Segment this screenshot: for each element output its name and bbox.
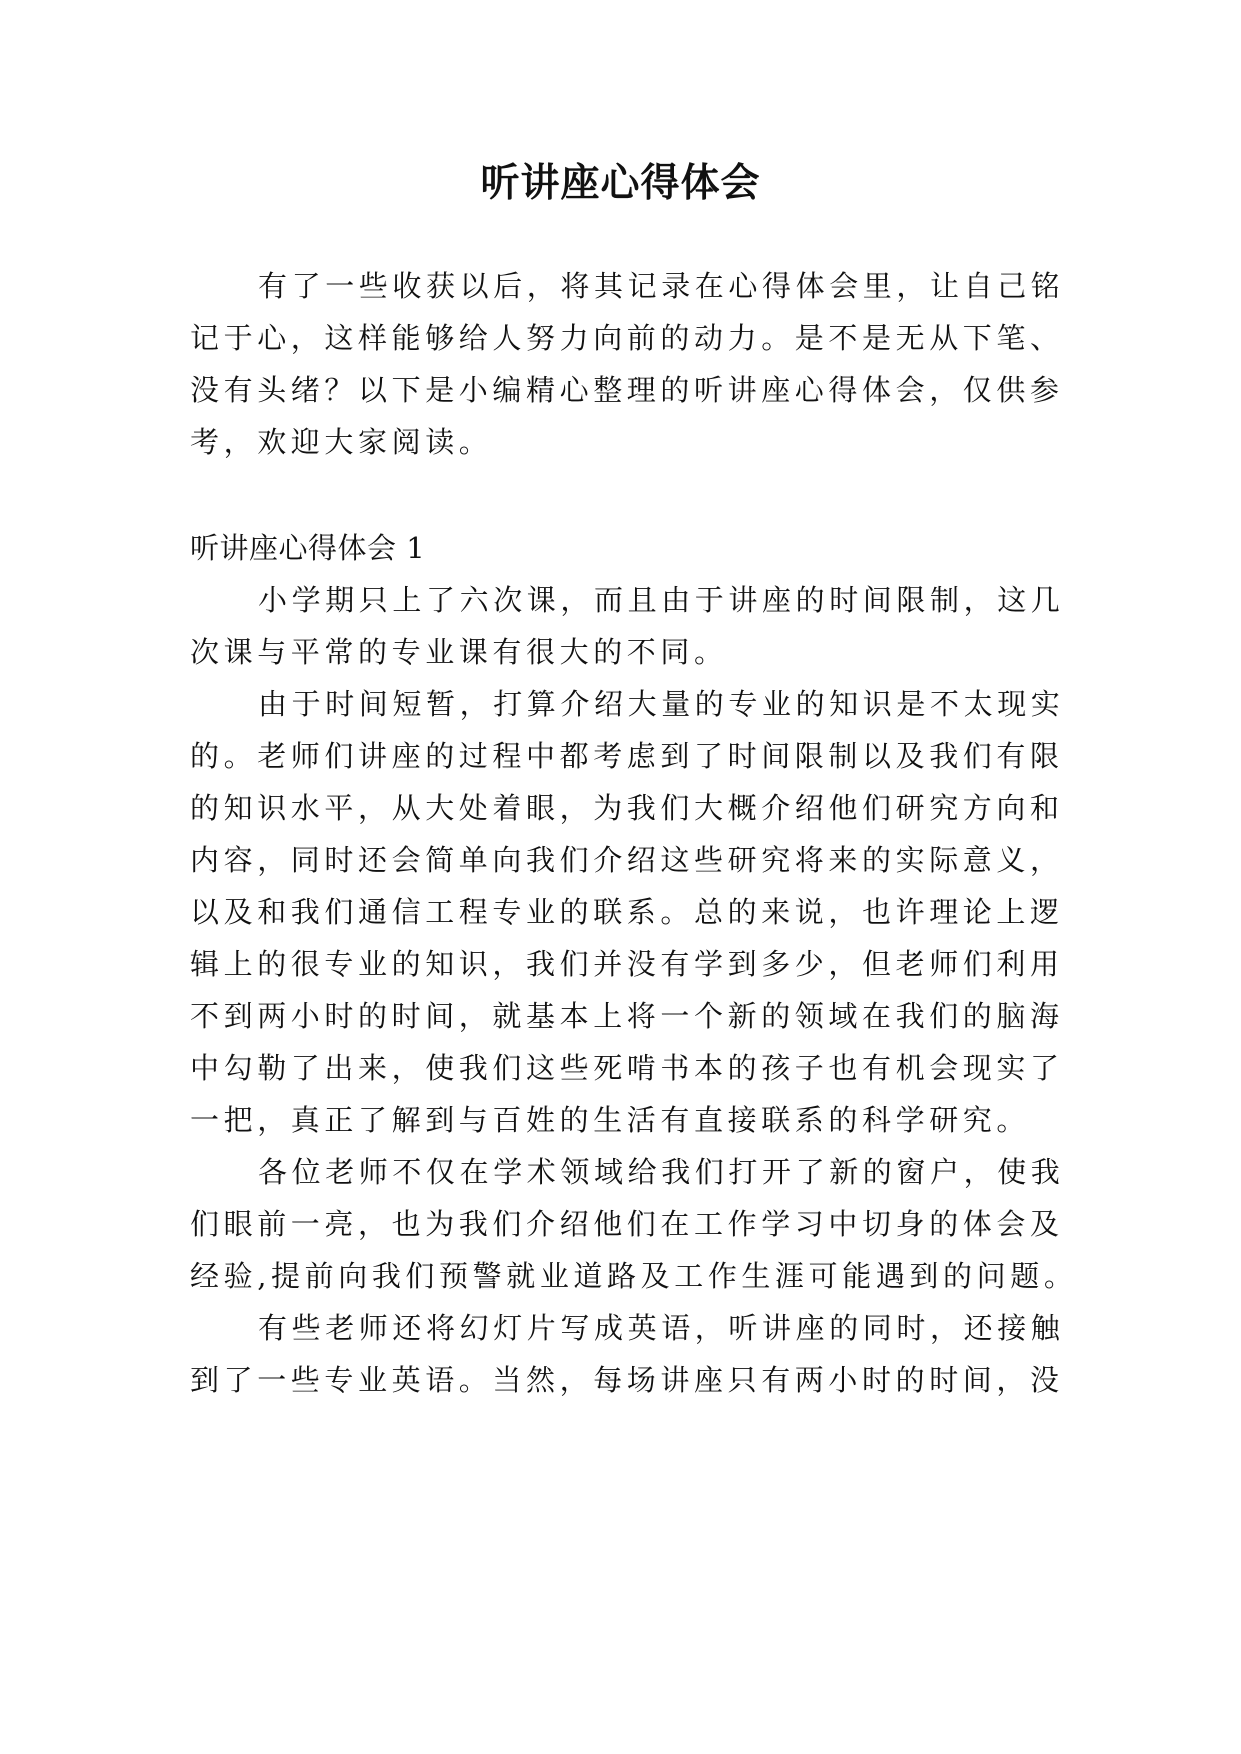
section-heading: 听讲座心得体会 1 [190,531,426,565]
intro-line: 有了一些收获以后，将其记录在心得体会里，让自己铭 [258,269,1065,303]
intro-line: 考，欢迎大家阅读。 [190,425,493,459]
intro-line: 记于心，这样能够给人努力向前的动力。是不是无从下笔、 [190,321,1064,355]
paragraph-line: 经验,提前向我们预警就业道路及工作生涯可能遇到的问题。 [190,1259,1078,1293]
paragraph-line: 的知识水平，从大处着眼，为我们大概介绍他们研究方向和 [190,791,1064,825]
paragraph-line: 内容，同时还会简单向我们介绍这些研究将来的实际意义， [190,843,1064,877]
paragraph-line: 小学期只上了六次课，而且由于讲座的时间限制，这几 [258,583,1065,617]
paragraph-line: 的。老师们讲座的过程中都考虑到了时间限制以及我们有限 [190,739,1064,773]
paragraph-line: 中勾勒了出来，使我们这些死啃书本的孩子也有机会现实了 [190,1051,1064,1085]
paragraph-line: 不到两小时的时间，就基本上将一个新的领域在我们的脑海 [190,999,1064,1033]
document-title: 听讲座心得体会 [480,160,761,206]
paragraph-line: 有些老师还将幻灯片写成英语，听讲座的同时，还接触 [258,1311,1065,1345]
paragraph-line: 一把，真正了解到与百姓的生活有直接联系的科学研究。 [190,1103,1031,1137]
paragraph-line: 们眼前一亮，也为我们介绍他们在工作学习中切身的体会及 [190,1207,1064,1241]
paragraph-line: 由于时间短暂，打算介绍大量的专业的知识是不太现实 [258,687,1065,721]
intro-line: 没有头绪？以下是小编精心整理的听讲座心得体会，仅供参 [190,373,1064,407]
paragraph-line: 到了一些专业英语。当然，每场讲座只有两小时的时间，没 [190,1363,1064,1397]
paragraph-line: 辑上的很专业的知识，我们并没有学到多少，但老师们利用 [190,947,1064,981]
paragraph-line: 各位老师不仅在学术领域给我们打开了新的窗户，使我 [258,1155,1065,1189]
paragraph-line: 以及和我们通信工程专业的联系。总的来说，也许理论上逻 [190,895,1064,929]
paragraph-line: 次课与平常的专业课有很大的不同。 [190,635,728,669]
